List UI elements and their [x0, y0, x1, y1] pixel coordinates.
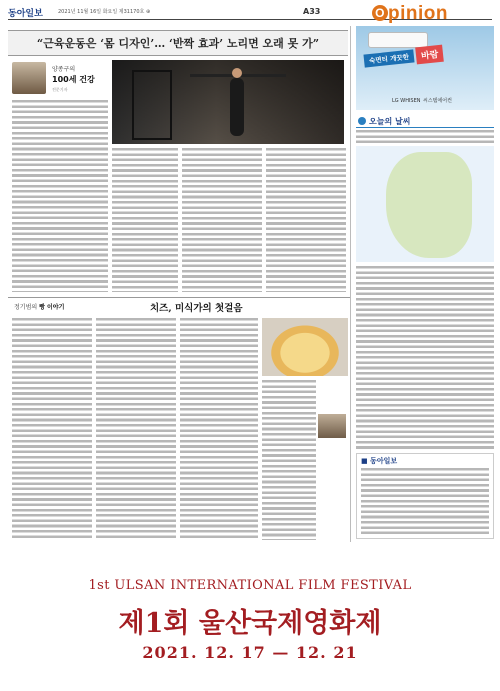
- column-headline: “근육운동은 ‘몸 디자인’… ‘반짝 효과’ 노리면 오래 못 가”: [8, 30, 348, 56]
- gym-rack: [132, 70, 172, 140]
- sub-column-label: [14, 302, 64, 311]
- paper-name: 동아일보: [8, 9, 43, 19]
- festival-dates: 2021. 12. 17 — 12. 21: [142, 643, 358, 662]
- gym-photo: [112, 60, 344, 144]
- column-body-4: [266, 148, 346, 292]
- column-divider: [350, 26, 351, 542]
- athlete-head: [232, 68, 242, 78]
- section-divider: [8, 297, 350, 298]
- aircon-unit: [368, 32, 428, 48]
- film-festival-ad: [8, 545, 492, 685]
- paper-info-name: ■ 동아일보: [361, 457, 398, 465]
- sub-column-name: 빵 이야기: [39, 304, 65, 311]
- paper-info-text: [361, 468, 489, 536]
- festival-korean-title: 제1회 울산국제영화제: [118, 608, 382, 639]
- ad-slogan-big: 바람: [415, 45, 444, 65]
- ad-brand-name: LG WHISEN: [392, 98, 421, 104]
- weather-title: 오늘의 날씨: [358, 116, 410, 127]
- sub-body-4: [262, 380, 316, 540]
- cheese-photo: [262, 318, 348, 376]
- column-body-1: [12, 100, 108, 292]
- sub-body-3: [180, 318, 258, 540]
- ad-brand: [392, 96, 452, 104]
- sub-column-title: 치즈, 미식가의 첫걸음: [150, 303, 243, 314]
- paper-info-box: [356, 453, 494, 539]
- opinion-initial: O: [372, 5, 388, 21]
- column-body-3: [182, 148, 262, 292]
- right-column-body: [356, 266, 494, 450]
- section-title: [372, 3, 448, 25]
- ad-brand-sub: 씨스템에어컨: [422, 98, 452, 104]
- column-body-2: [112, 148, 178, 292]
- sub-body-2: [96, 318, 176, 540]
- aircon-ad: [356, 26, 494, 110]
- issue-date: 2021년 11월 16일 화요일 제31170호 ⊕: [58, 9, 151, 15]
- sub-body-1: [12, 318, 92, 540]
- columnist-writer: 양종구의: [52, 66, 76, 73]
- sub-columnist-photo: [318, 414, 346, 438]
- festival-english-title: 1st ULSAN INTERNATIONAL FILM FESTIVAL: [88, 578, 412, 593]
- column-title: 100세 건강: [52, 75, 95, 84]
- weather-summary: [356, 130, 494, 144]
- athlete-figure: [230, 78, 244, 136]
- weather-header: [356, 114, 494, 128]
- ad-slogan-small: 숙면티 개끗한: [363, 49, 414, 67]
- page-number: A33: [303, 7, 321, 16]
- opinion-label: pinion: [388, 3, 448, 24]
- sub-column-prefix: 정기범의: [14, 304, 38, 311]
- weather-map: [356, 146, 494, 262]
- korea-map: [386, 152, 472, 258]
- columnist-role: 전문기자: [52, 87, 68, 92]
- columnist-photo: [12, 62, 46, 94]
